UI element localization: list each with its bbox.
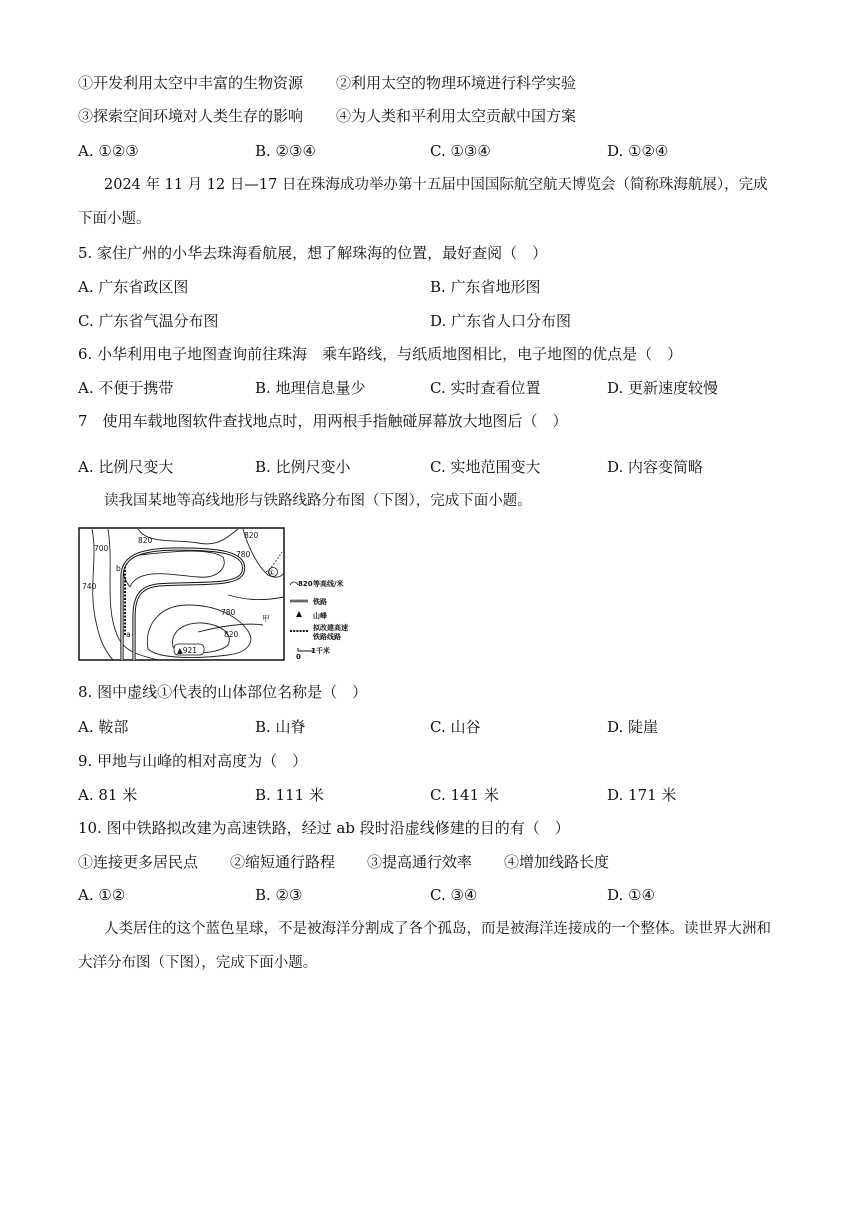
q6-option-a[interactable]: A. 不便于携带	[78, 379, 174, 397]
q7-option-d[interactable]: D. 内容变简略	[607, 458, 704, 476]
q4-option-d[interactable]: D. ①②④	[607, 142, 669, 160]
q4-item-2: ②利用太空的物理环境进行科学实验	[336, 74, 577, 92]
q7-option-c[interactable]: C. 实地范围变大	[430, 458, 541, 476]
passage-airshow: 2024 年 11 月 12 日—17 日在珠海成功举办第十五届中国国际航空航天博览会（简称珠海航展），完成下面小题。	[78, 177, 768, 227]
q9-option-a[interactable]: A. 81 米	[78, 786, 138, 804]
legend-contour-value: 820	[298, 580, 313, 588]
q6-option-b[interactable]: B. 地理信息量少	[255, 379, 366, 397]
q10-option-c[interactable]: C. ③④	[430, 886, 478, 904]
contour-railway-map	[78, 527, 348, 662]
q10-item-2: ②缩短通行路程	[230, 853, 336, 871]
q5-option-b[interactable]: B. 广东省地形图	[430, 278, 541, 296]
q4-item-1: ①开发利用太空中丰富的生物资源	[78, 74, 304, 92]
point-b-label: b	[116, 564, 121, 573]
q4-option-b[interactable]: B. ②③④	[255, 142, 316, 160]
passage-continents-oceans: 人类居住的这个蓝色星球，不是被海洋分割成了各个孤岛，而是被海洋连接成的一个整体。读世界大洲和大洋分布图（下图），完成下面小题。	[78, 921, 771, 971]
q8-option-a[interactable]: A. 鞍部	[78, 718, 129, 736]
legend-contour-text: 等高线/米	[313, 580, 344, 588]
legend-scale-unit: 1千米	[311, 647, 330, 655]
q10-option-d[interactable]: D. ①④	[607, 886, 655, 904]
legend-contour-symbol	[290, 582, 298, 585]
q7-stem: 7 使用车载地图软件查找地点时，用两根手指触碰屏幕放大地图后（ ）	[78, 412, 568, 430]
map-legend	[290, 579, 348, 661]
contour-label-740: 740	[82, 582, 97, 591]
q10-item-3: ③提高通行效率	[367, 853, 473, 871]
q9-option-c[interactable]: C. 141 米	[430, 786, 499, 804]
q4-item-3: ③探索空间环境对人类生存的影响	[78, 107, 304, 125]
legend-scale-zero: 0	[296, 653, 301, 661]
legend-peak-text: 山峰	[313, 612, 327, 620]
q6-stem: 6. 小华利用电子地图查询前往珠海 乘车路线，与纸质地图相比，电子地图的优点是（ ）	[78, 345, 683, 363]
marker-1-label: ①	[268, 569, 275, 577]
q8-option-b[interactable]: B. 山脊	[255, 718, 306, 736]
q5-option-d[interactable]: D. 广东省人口分布图	[430, 312, 572, 330]
q5-stem: 5. 家住广州的小华去珠海看航展，想了解珠海的位置，最好查阅（ ）	[78, 244, 548, 262]
contour-label-780: 780	[236, 550, 251, 559]
contour-label-820: 820	[138, 536, 153, 545]
q10-item-1: ①连接更多居民点	[78, 853, 199, 871]
railway-line	[122, 549, 244, 660]
q9-option-d[interactable]: D. 171 米	[607, 786, 677, 804]
q5-option-a[interactable]: A. 广东省政区图	[78, 278, 189, 296]
contour-label-820-b: 820	[244, 531, 259, 540]
contour-label-700: 700	[94, 544, 109, 553]
passage-contour-map: 读我国某地等高线地形与铁路线路分布图（下图），完成下面小题。	[104, 493, 532, 509]
q8-stem: 8. 图中虚线①代表的山体部位名称是（ ）	[78, 683, 368, 701]
q10-item-4: ④增加线路长度	[504, 853, 610, 871]
q6-option-d[interactable]: D. 更新速度较慢	[607, 379, 719, 397]
q4-item-4: ④为人类和平利用太空贡献中国方案	[336, 107, 577, 125]
point-a-label: a	[126, 630, 131, 639]
q7-option-b[interactable]: B. 比例尺变小	[255, 458, 351, 476]
q6-option-c[interactable]: C. 实时查看位置	[430, 379, 541, 397]
legend-planned-text-1: 拟改建高速	[313, 624, 348, 632]
legend-peak-symbol	[296, 611, 302, 617]
q5-option-c[interactable]: C. 广东省气温分布图	[78, 312, 219, 330]
q8-option-d[interactable]: D. 陡崖	[607, 718, 659, 736]
q9-stem: 9. 甲地与山峰的相对高度为（ ）	[78, 752, 308, 770]
q8-option-c[interactable]: C. 山谷	[430, 718, 481, 736]
point-jia-label: 甲	[262, 614, 270, 623]
peak-label: ▲921	[177, 646, 198, 655]
q10-option-b[interactable]: B. ②③	[255, 886, 303, 904]
q7-option-a[interactable]: A. 比例尺变大	[78, 458, 174, 476]
legend-planned-text-2: 铁路线路	[313, 633, 341, 641]
contour-label-820-c: 820	[224, 630, 239, 639]
contour-label-780-b: 780	[221, 608, 236, 617]
q4-option-c[interactable]: C. ①③④	[430, 142, 491, 160]
q10-option-a[interactable]: A. ①②	[78, 886, 126, 904]
q4-option-a[interactable]: A. ①②③	[78, 142, 139, 160]
q9-option-b[interactable]: B. 111 米	[255, 786, 324, 804]
legend-railway-text: 铁路	[313, 598, 327, 606]
q10-stem: 10. 图中铁路拟改建为高速铁路，经过 ab 段时沿虚线修建的目的有（ ）	[78, 819, 570, 837]
